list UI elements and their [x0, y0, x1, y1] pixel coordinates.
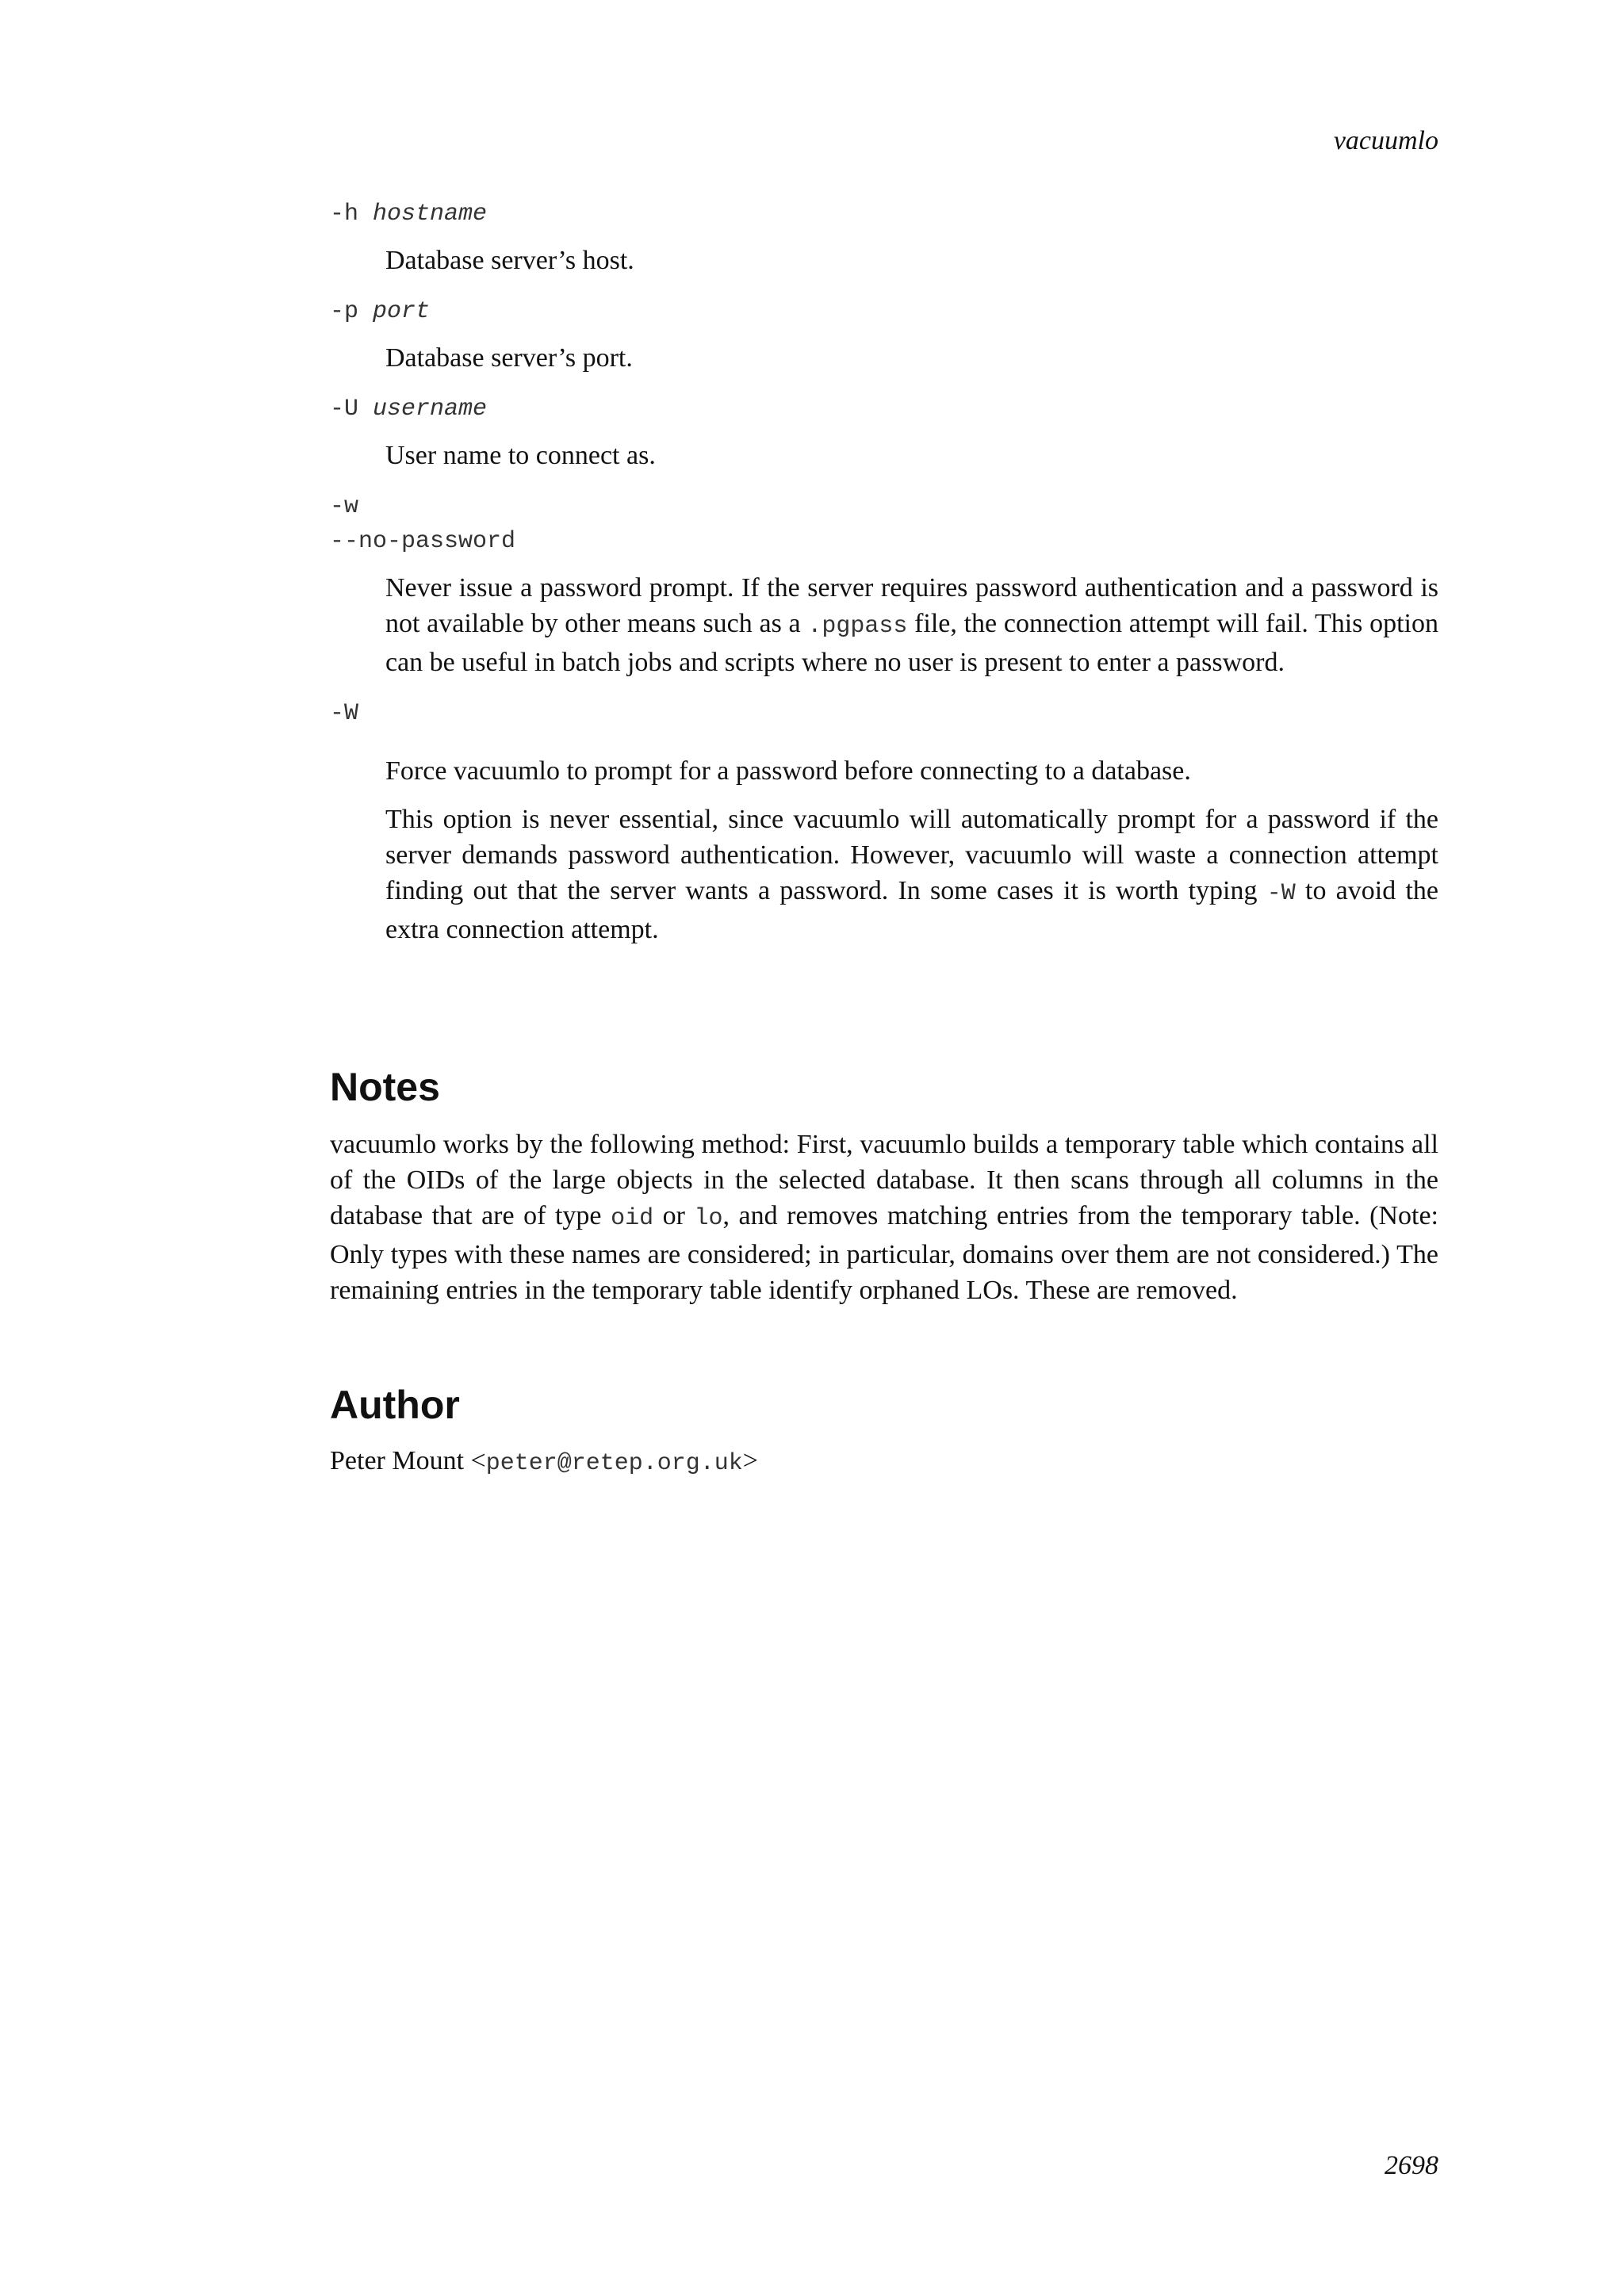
option-desc-w: Never issue a password prompt. If the server requires password authentication and a password is not available by other means such as a .pgpass file, the connection attempt will fail. This option can be useful in batch jobs and scripts where no user is present to enter a password.	[385, 573, 1438, 677]
lo-code: lo	[694, 1205, 723, 1232]
document-page	[330, 0, 1438, 2296]
author-heading: Author	[330, 1383, 460, 1427]
W-flag-code: -W	[1266, 880, 1296, 907]
option-term-h: -h hostname	[330, 201, 488, 228]
pgpass-code: .pgpass	[807, 613, 908, 640]
option-term-p: -p port	[330, 298, 431, 325]
notes-paragraph: vacuumlo works by the following method: First, vacuumlo builds a temporary table which contains all of the OIDs of the large objects in the selected database. It then scans through all columns in the database that are of type oid or lo, and removes matching entries from the temporary table. (Note: Only types with these names are considered; in particular, domains over them are not considered.) The remaining entries in the temporary table identify orphaned LOs. These are removed.	[330, 1130, 1438, 1305]
option-desc-W-2: This option is never essential, since vacuumlo will automatically prompt for a password if the server demands password authentication. However, vacuumlo will waste a connection attempt finding out that the server wants a password. In some cases it is worth typing -W to avoid the extra connection attempt.	[385, 805, 1438, 944]
author-line: Peter Mount <peter@retep.org.uk>	[330, 1446, 758, 1477]
option-term-no-password: --no-password	[330, 528, 516, 555]
author-email[interactable]: peter@retep.org.uk	[485, 1450, 743, 1477]
oid-code: oid	[611, 1205, 654, 1232]
page-content	[330, 197, 1438, 1482]
option-term-U: -U username	[330, 396, 488, 423]
option-desc-h: Database server’s host.	[385, 246, 634, 275]
option-desc-U: User name to connect as.	[385, 441, 656, 470]
notes-heading: Notes	[330, 1065, 440, 1109]
option-term-w: -w	[330, 493, 359, 520]
option-desc-W-1: Force vacuumlo to prompt for a password before connecting to a database.	[385, 756, 1191, 786]
running-header: vacuumlo	[1333, 126, 1438, 155]
option-term-W: -W	[330, 700, 359, 727]
page-number: 2698	[1385, 2151, 1438, 2180]
option-desc-p: Database server’s port.	[385, 343, 633, 373]
